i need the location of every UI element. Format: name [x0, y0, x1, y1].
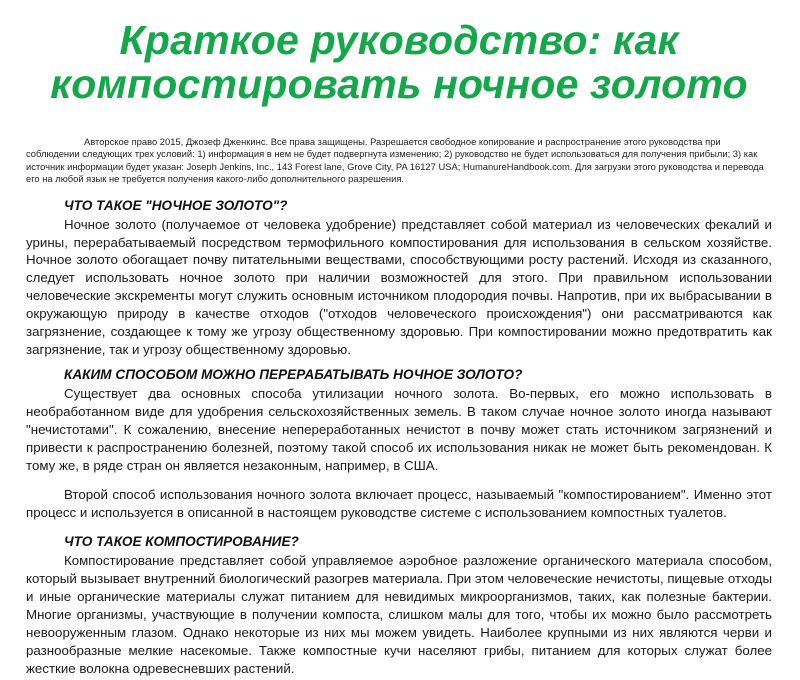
paragraph: Второй способ использования ночного золота включает процесс, называемый "компостированием". Именно этот процесс и используется в описанной в настоящем руководстве системе с использованием компостных туалетов. — [26, 487, 772, 521]
document-title — [26, 0, 772, 106]
section-how-to-process — [26, 365, 772, 522]
section-what-is-composting — [26, 532, 772, 677]
paragraph: Компостирование представляет собой управляемое аэробное разложение органического материала способом, который вызывает внутренний биологический разогрев материала. При этом человеческие нечистоты, пищевые отходы и иные органические материалы служат питанием для невидимых микроорганизмов, таких, как полезные бактерии. Многие организмы, участвующие в получении компоста, слишком малы для того, чтобы их можно было рассмотреть невооруженным глазом. Однако некоторые из них мы можем увидеть. Наиболее крупными из них являются черви и разнообразные мелкие насекомые. Также компостные кучи населяют грибы, питанием для которых служат более жесткие волокна одревесневших растений. — [26, 553, 772, 676]
section-heading: ЧТО ТАКОЕ "НОЧНОЕ ЗОЛОТО"? — [64, 197, 288, 213]
paragraph: Существует два основных способа утилизации ночного золота. Во-первых, его можно использовать в необработанном виде для удобрения сельскохозяйственных земель. В таком случае ночное золото иногда называют "нечистотами". К сожалению, внесение непереработанных нечистот в почву может стать источником загрязнений и привести к распространению болезней, поэтому такой способ их использования никак не может быть рекомендован. К тому же, в ряде стран он является незаконным, например, в США. — [26, 385, 772, 473]
title-line-2: компостировать ночное золото — [50, 61, 748, 107]
paragraph: Ночное золото (получаемое от человека удобрение) представляет собой материал из человеческих фекалий и урины, перерабатываемый посредством термофильного компостирования для использования в сельском хозяйстве. Ночное золото обогащает почву питательными веществами, способствующими росту растений. Исходя из сказанного, следует использовать ночное золото при наличии возможностей для этого. При правильном использовании человеческие экскременты могут служить основным источником плодородия почвы. Напротив, при их выбрасывании в окружающую природу в качестве отходов ("отходов человеческого происхождения") они рассматриваются как загрязнение, создающее к тому же угрозу общественному здоровью. При компостировании можно предотвратить как загрязнение, так и угрозу общественному здоровью. — [26, 216, 772, 357]
section-heading: ЧТО ТАКОЕ КОМПОСТИРОВАНИЕ? — [64, 534, 299, 550]
section-what-is-night-gold — [26, 196, 772, 359]
title-line-1: Краткое руководство: как — [119, 17, 679, 63]
copyright-notice: Авторское право 2015, Джозеф Дженкинс. Все права защищены. Разрешается свободное копирование и распространение этого руководства при соблюдении следующих трех условий: 1) информация в нем не будет подвергнута изменению; 2) руководство не будет использоваться для получения прибыли; 3) как источник информации будет указан: Joseph Jenkins, Inc., 143 Forest lane, Grove City, PA 16127 USA; HumanureHandbook.com. Для загрузки этого руководства и перевода его на любой язык не требуется получения какого-либо дополнительного разрешения. — [26, 136, 764, 185]
section-heading: КАКИМ СПОСОБОМ МОЖНО ПЕРЕРАБАТЫВАТЬ НОЧНОЕ ЗОЛОТО? — [64, 366, 523, 382]
